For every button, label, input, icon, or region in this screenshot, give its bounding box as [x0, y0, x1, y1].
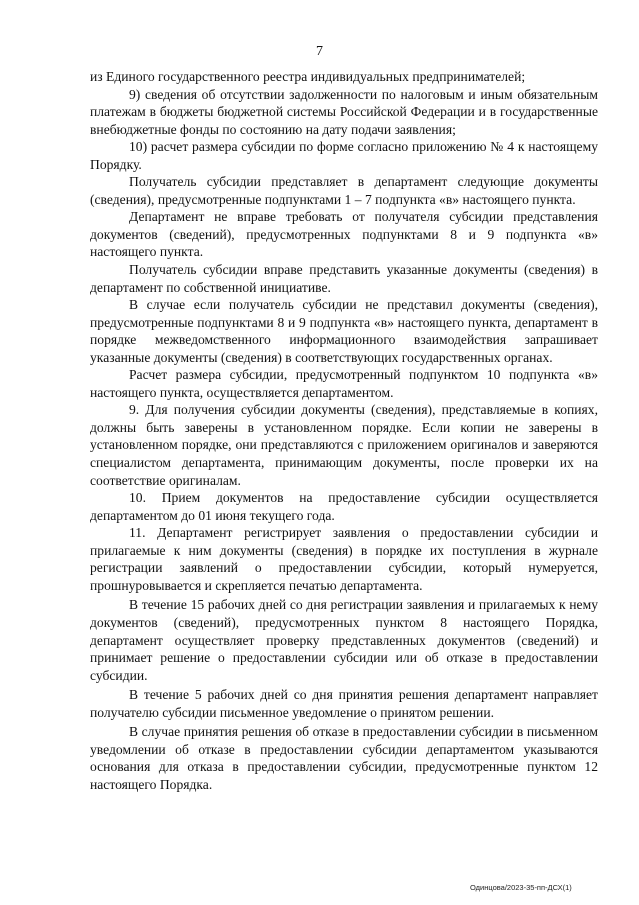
paragraph-subsidy-calculation: Расчет размера субсидии, предусмотренный подпунктом 10 подпункта «в» настоящего пункта, осуществляется департаментом. [90, 367, 598, 400]
paragraph-own-initiative: Получатель субсидии вправе представить указанные документы (сведения) в департамент по собственной инициативе. [90, 262, 598, 295]
paragraph-5-days-notice: В течение 5 рабочих дней со дня принятия решения департамент направляет получателю субсидии письменное уведомление о принятом решении. [90, 687, 598, 720]
paragraph-interagency-request: В случае если получатель субсидии не представил документы (сведения), предусмотренные подпунктами 8 и 9 подпункта «в» настоящего пункта, департамент в порядке межведомственного информационного взаимодействия запрашивает указанные документы (сведения) в соответствующих государственных органах. [90, 297, 598, 365]
paragraph-section-9: 9. Для получения субсидии документы (сведения), представляемые в копиях, должны быть заверены в установленном порядке. Если копии не заверены в установленном порядке, они представляются с приложением оригиналов и заверяются специалистом департамента, принимающим документы, после проверки их на соответствие оригиналам. [90, 402, 598, 488]
paragraph-item-10: 10) расчет размера субсидии по форме согласно приложению № 4 к настоящему Порядку. [90, 139, 598, 172]
paragraph-item-9: 9) сведения об отсутствии задолженности по налоговым и иным обязательным платежам в бюджеты бюджетной системы Российской Федерации и в государственные внебюджетные фонды по состоянию на дату подачи заявления; [90, 86, 598, 137]
document-body [90, 68, 598, 793]
paragraph-section-11: 11. Департамент регистрирует заявления о предоставлении субсидии и прилагаемые к ним документы (сведения) в порядке их поступления в журнале регистрации заявлений о предоставлении субсидии, который нумеруется, прошнуровывается и скрепляется печатью департамента. [90, 525, 598, 593]
paragraph-department-not-entitled: Департамент не вправе требовать от получателя субсидии представления документов (сведений), предусмотренных подпунктами 8 и 9 подпункта «в» настоящего пункта. [90, 209, 598, 260]
paragraph-section-10: 10. Прием документов на предоставление субсидии осуществляется департаментом до 01 июня текущего года. [90, 490, 598, 523]
paragraph-refusal-grounds: В случае принятия решения об отказе в предоставлении субсидии в письменном уведомлении об отказе в предоставлении субсидии департаментом указываются основания для отказа в предоставлении субсидии, предусмотренные пунктом 12 настоящего Порядка. [90, 724, 598, 792]
paragraph-continuation: из Единого государственного реестра индивидуальных предпринимателей; [90, 69, 526, 84]
document-footer-code: Одинцова/2023-35-пп-ДСХ(1) [470, 883, 572, 892]
page-number: 7 [316, 44, 323, 59]
paragraph-documents-submitted: Получатель субсидии представляет в департамент следующие документы (сведения), предусмотренные подпунктами 1 – 7 подпункта «в» настоящего пункта. [90, 174, 598, 207]
paragraph-15-days-review: В течение 15 рабочих дней со дня регистрации заявления и прилагаемых к нему документов (сведений), предусмотренных пунктом 8 настоящего Порядка, департамент осуществляет проверку представленных документов (сведений) и принимает решение о предоставлении субсидии или об отказе в предоставлении субсидии. [90, 597, 598, 683]
